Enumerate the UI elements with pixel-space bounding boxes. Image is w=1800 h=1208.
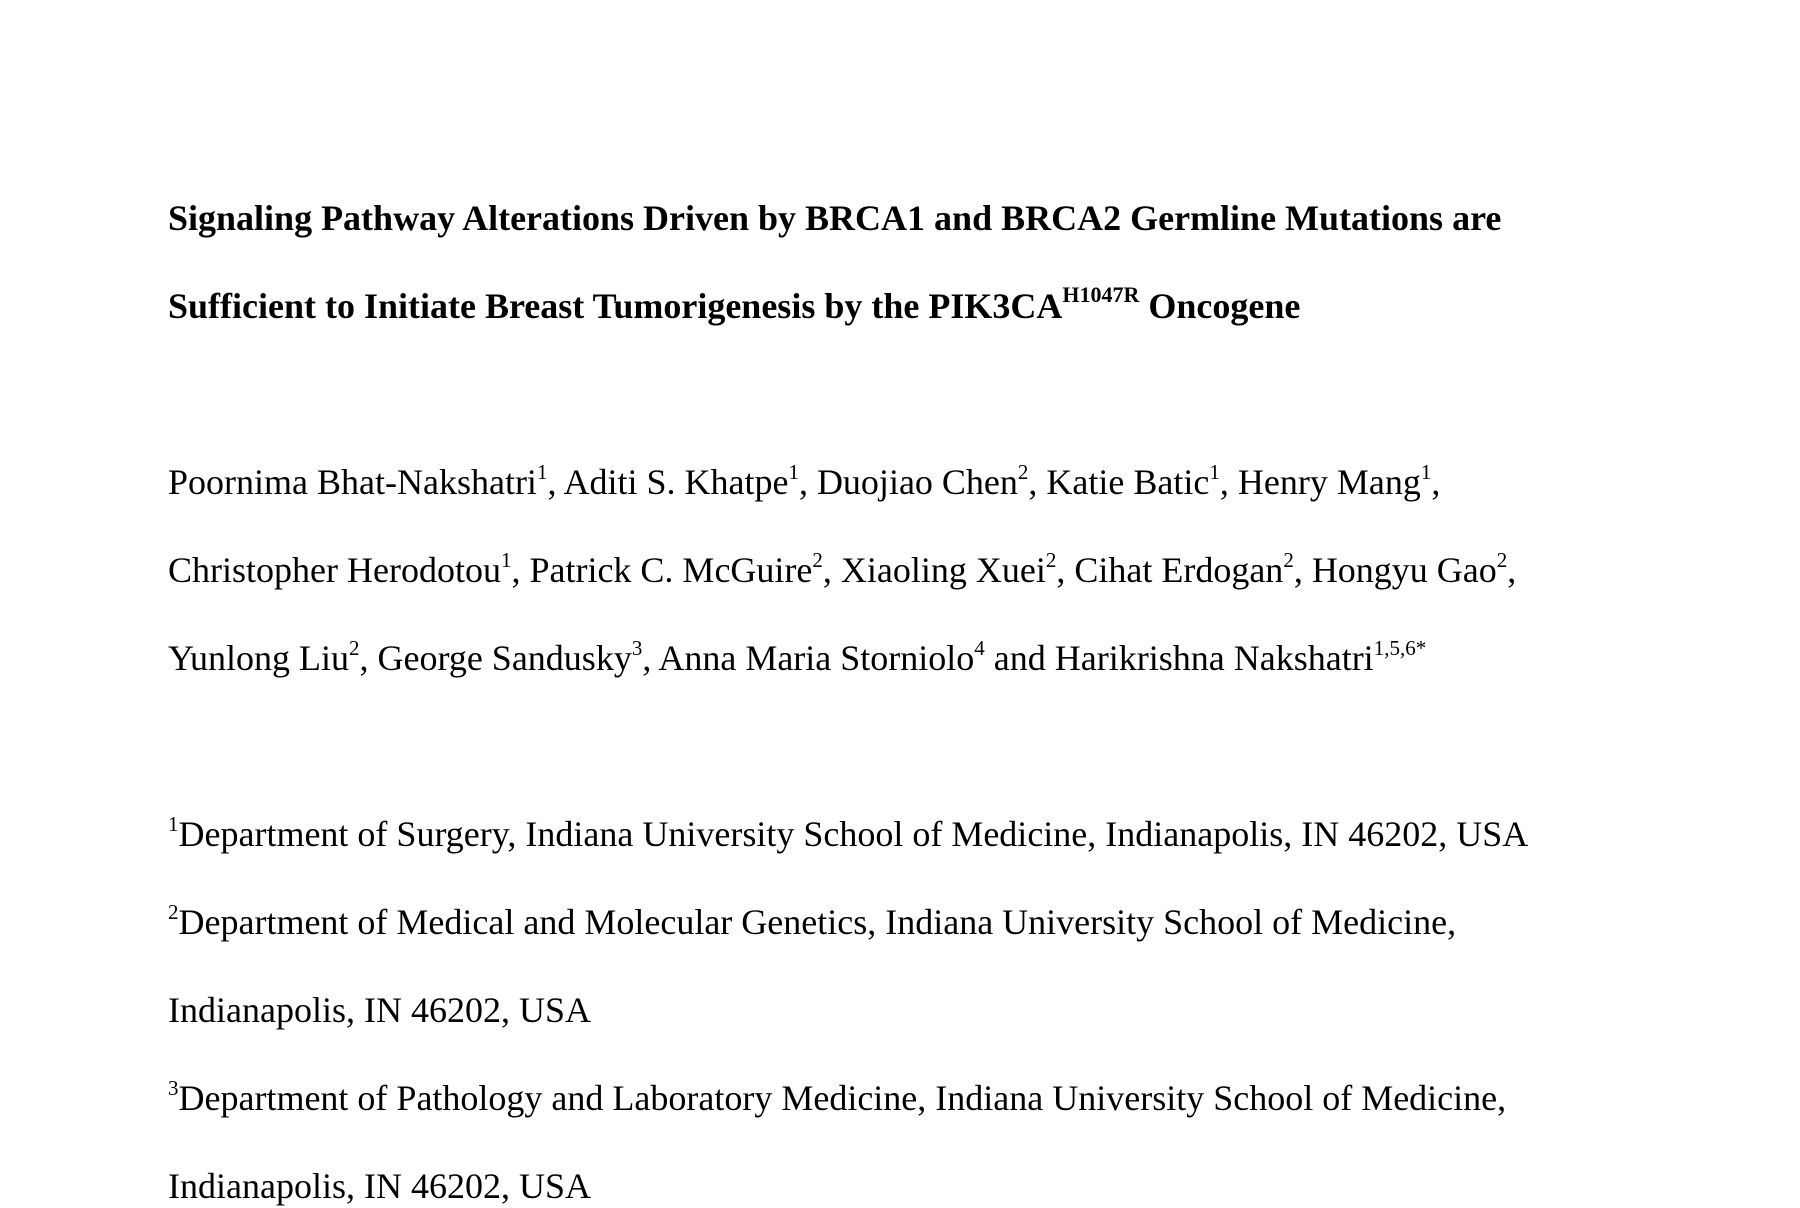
author-name: Yunlong Liu	[168, 638, 350, 678]
title-text-1: Signaling Pathway Alterations Driven by BRCA1 and BRCA2 Germline Mutations are	[168, 198, 1502, 238]
author-name: Poornima Bhat-Nakshatri	[168, 462, 537, 502]
affiliation-3-continued	[168, 1164, 591, 1208]
author-name: Aditi S. Khatpe	[563, 462, 789, 502]
author-affiliation: 1	[536, 460, 548, 484]
author-name: Katie Batic	[1046, 462, 1210, 502]
author-affiliation: 2	[1045, 548, 1057, 572]
author-name: Cihat Erdogan	[1074, 550, 1284, 590]
author-affiliation: 1	[500, 548, 512, 572]
author-name: Xiaoling Xuei	[840, 550, 1046, 590]
title-text-2: Sufficient to Initiate Breast Tumorigenesis by the PIK3CA	[168, 286, 1063, 326]
paper-page	[168, 0, 1728, 1206]
author-name: Patrick C. McGuire	[529, 550, 813, 590]
author-affiliation: 2	[1017, 460, 1029, 484]
author-affiliation: 1,5,6*	[1373, 636, 1427, 660]
author-name: Hongyu Gao	[1311, 550, 1497, 590]
affiliation-text: Department of Surgery, Indiana University School of Medicine, Indianapolis, IN 46202, USA	[178, 814, 1529, 854]
affiliation-text: Indianapolis, IN 46202, USA	[168, 1166, 591, 1206]
affiliation-number: 3	[168, 1076, 179, 1100]
author-name: Christopher Herodotou	[168, 550, 501, 590]
title-line-1	[168, 196, 1501, 240]
author-affiliation: 2	[812, 548, 823, 572]
title-text-2-end: Oncogene	[1139, 286, 1301, 326]
author-name: Harikrishna Nakshatri	[1054, 638, 1374, 678]
author-name: Henry Mang	[1237, 462, 1421, 502]
affiliation-text: Department of Pathology and Laboratory Medicine, Indiana University School of Medicine,	[178, 1078, 1507, 1118]
title-line-2	[168, 284, 1300, 328]
affiliation-text: Indianapolis, IN 46202, USA	[168, 990, 591, 1030]
author-affiliation: 2	[1283, 548, 1294, 572]
affiliation-3	[168, 1076, 1506, 1120]
affiliation-text: Department of Medical and Molecular Genetics, Indiana University School of Medicine,	[178, 902, 1457, 942]
authors-line-1: Poornima Bhat-Nakshatri$^1$, Aditi S. Khatpe$^1$, Duojiao Chen$^2$, Katie Batic$^1$, Henry Mang$^1$,	[168, 460, 1441, 502]
author-name: Anna Maria Storniolo	[658, 638, 975, 678]
author-affiliation: 2	[349, 636, 360, 660]
affiliation-number: 2	[168, 900, 179, 924]
authors-line-2: Christopher Herodotou$^1$, Patrick C. McGuire$^2$, Xiaoling Xuei$^2$, Cihat Erdogan$^2$, Hongyu Gao$^2$,	[168, 548, 1517, 590]
affiliation-2-continued	[168, 988, 591, 1032]
author-name: George Sandusky	[377, 638, 632, 678]
author-affiliation: 1	[788, 460, 799, 484]
author-affiliation: 1	[1420, 460, 1432, 484]
author-affiliation: 4	[974, 636, 985, 660]
affiliation-2	[168, 900, 1456, 944]
affiliation-number: 1	[168, 812, 179, 836]
affiliation-1	[168, 812, 1528, 856]
authors-line-3: Yunlong Liu$^2$, George Sandusky$^3$, Anna Maria Storniolo$^4$ and Harikrishna Nakshatri$^{1,5,6*}$	[168, 636, 1427, 678]
author-affiliation: 3	[631, 636, 643, 660]
title-superscript: H1047R	[1062, 282, 1140, 307]
author-affiliation: 1	[1209, 460, 1220, 484]
author-name: Duojiao Chen	[816, 462, 1018, 502]
author-affiliation: 2	[1496, 548, 1508, 572]
